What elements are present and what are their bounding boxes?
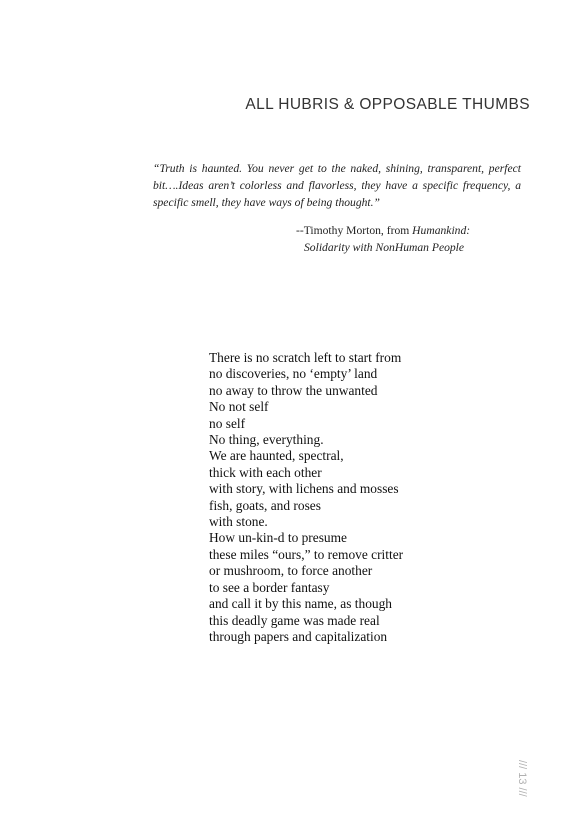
poem-line: with stone.: [209, 514, 268, 530]
poem-line: and call it by this name, as though: [209, 596, 392, 612]
epigraph-quote: “Truth is haunted. You never get to the naked, shining, transparent, perfect bit….Ideas aren’t colorless and flavorless, they have a specific frequency, a specific smell, they have ways of being thought.”: [153, 162, 521, 209]
poem-line: these miles “ours,” to remove critter: [209, 546, 404, 562]
poem-line: this deadly game was made real: [209, 612, 380, 628]
poem-line: We are haunted, spectral,: [209, 448, 344, 464]
epigraph-attribution: [296, 223, 536, 256]
poem-line: no away to throw the unwanted: [209, 382, 378, 398]
poem-line: through papers and capitalization: [209, 628, 388, 644]
poem-line: or mushroom, to force another: [209, 563, 373, 579]
poem-line: No not self: [209, 399, 269, 415]
poem-line: There is no scratch left to start from: [209, 350, 402, 365]
poem-line: How un-kin-d to presume: [209, 530, 347, 546]
poem-line: no discoveries, no ‘empty’ land: [209, 366, 378, 382]
poem-line: No thing, everything.: [209, 432, 324, 448]
attribution-work-subtitle: Solidarity with NonHuman People: [304, 240, 465, 254]
poem-line: with story, with lichens and mosses: [209, 481, 399, 497]
poem-line: to see a border fantasy: [209, 579, 330, 595]
poem-line: no self: [209, 415, 246, 431]
poem-line: thick with each other: [209, 464, 322, 480]
attribution-work-title: Humankind:: [412, 224, 471, 237]
poem-body: [209, 350, 509, 645]
page-number: /// 13 ///: [516, 760, 528, 797]
poem-line: fish, goats, and roses: [209, 497, 321, 513]
page-title: ALL HUBRIS & OPPOSABLE THUMBS: [245, 96, 530, 113]
attribution-prefix: --Timothy Morton, from: [296, 224, 413, 237]
